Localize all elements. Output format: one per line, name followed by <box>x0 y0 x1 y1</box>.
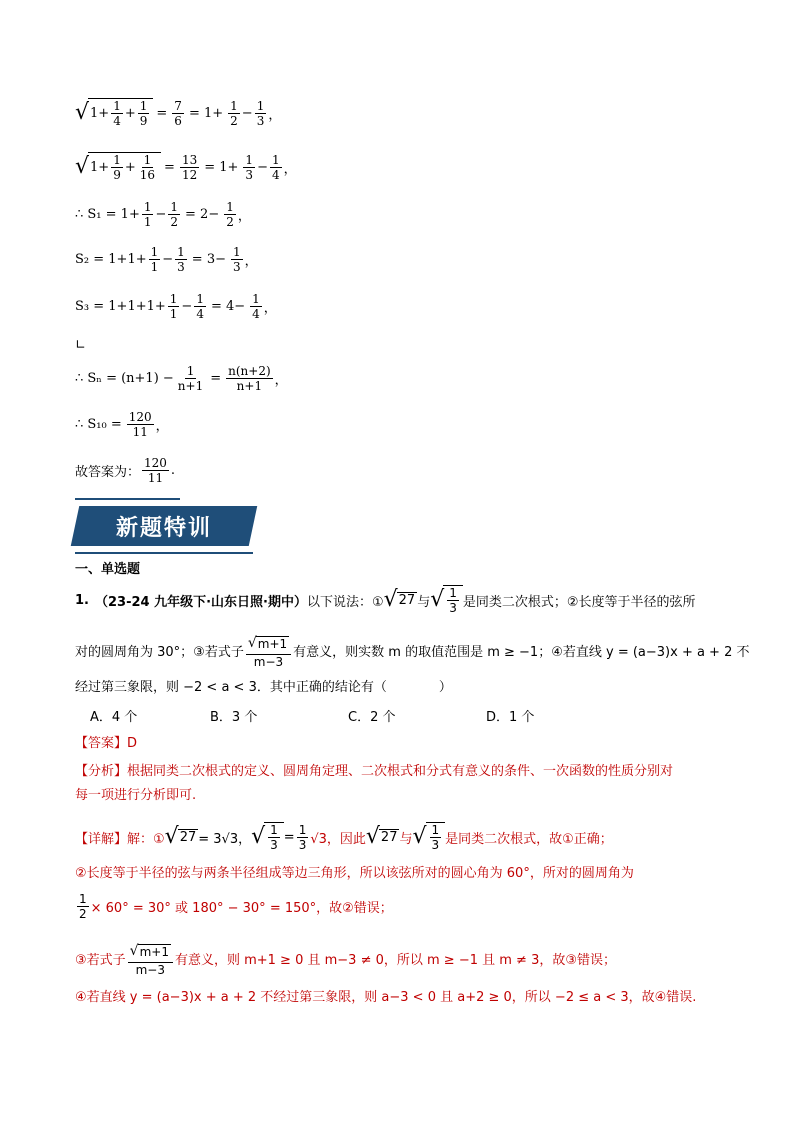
sqrt: √ 1+ $\frac{1}{4}$ + $\frac{1}{9}$ <box>75 98 153 128</box>
question-1-line-2 <box>75 632 750 669</box>
answer-value: D <box>127 736 138 751</box>
derivation-line-2 <box>75 152 297 182</box>
option-d[interactable]: D．1 个 <box>486 710 535 725</box>
text: ， <box>274 373 288 388</box>
fraction: $\frac{1}{16}$ <box>139 153 156 182</box>
text: 有意义，则 m+1 ≥ 0 且 m−3 ≠ 0，所以 m ≥ −1 且 m ≠ 3，故③错误； <box>174 953 617 968</box>
text: ， <box>283 161 297 177</box>
detail-line-4: ④若直线 y = (a−3)x + a + 2 不经过第三象限，则 a−3 < 0 且 a+2 ≥ 0，所以 −2 ≤ a < 3，故④错误. <box>75 990 697 1005</box>
fraction: $\frac{1}{4}$ <box>271 152 280 182</box>
text: 故答案为： <box>75 465 141 480</box>
fraction: $\frac{1}{9}$ <box>139 99 148 128</box>
option-c[interactable]: C．2 个 <box>348 710 396 725</box>
fraction: $\frac{1}{n+1}$ <box>177 364 204 393</box>
final-answer-line <box>75 456 175 485</box>
fraction: $\frac{1}{3}$ <box>256 98 265 128</box>
text: − <box>155 207 167 222</box>
fraction: $\frac{1}{4}$ <box>113 99 121 128</box>
answer-label: 【答案】 <box>75 736 128 751</box>
text: 经过第三象限，则 −2 < a < 3．其中正确的结论有（ ） <box>75 680 452 695</box>
text: = 2− <box>185 207 220 222</box>
detail-line-3: ③若式子 √ m+1 m−3 有意义，则 m+1 ≥ 0 且 m−3 ≠ 0，所以 m ≥ −1 且 m ≠ 3，故③错误； <box>75 940 616 977</box>
fraction: $\frac{1}{3}$ <box>233 245 241 274</box>
question-source: （23-24 九年级下·山东日照·期中） <box>94 594 307 610</box>
sqrt: √ $\frac{1}{3}$ <box>430 585 463 615</box>
text: = <box>283 829 295 845</box>
analysis-text: 每一项进行分析即可. <box>75 788 197 803</box>
text: = 4− <box>210 299 246 314</box>
text: ③若式子 <box>75 953 126 968</box>
sqrt: √ 27 <box>383 587 416 612</box>
text: × 60° = 30° 或 180° − 30° = 150°，故②错误； <box>90 901 393 916</box>
option-a[interactable]: A．4 个 <box>90 710 138 725</box>
text: ， <box>155 419 169 434</box>
detail-line-2b: $\frac{1}{2}$ × 60° = 30° 或 180° − 30° = 150°，故②错误； <box>79 892 393 921</box>
question-1-line-1 <box>75 585 696 615</box>
banner-top-line <box>75 498 180 500</box>
text: 1+ <box>90 160 110 175</box>
derivation-s3 <box>75 292 277 321</box>
section-heading: 一、单选题 <box>75 562 141 577</box>
text: − <box>181 299 193 314</box>
fraction: $\frac{13}{12}$ <box>181 152 198 182</box>
option-b[interactable]: B．3 个 <box>210 710 258 725</box>
text: . <box>170 463 176 478</box>
text: = 1+ <box>188 105 224 121</box>
analysis-text: 根据同类二次根式的定义、圆周角定理、二次根式和分式有意义的条件、一次函数的性质分别对 <box>127 764 674 779</box>
text: ， <box>244 254 258 269</box>
fraction: $\frac{1}{1}$ <box>169 292 178 321</box>
fraction: $\frac{1}{4}$ <box>196 292 204 321</box>
text: ， <box>237 209 251 224</box>
text: ∴ S₁ = 1+ <box>75 207 140 222</box>
text: 与 <box>417 594 431 610</box>
text: ， <box>263 301 277 316</box>
text: = <box>156 105 168 121</box>
text: − <box>241 105 253 121</box>
fraction: $\frac{1}{2}$ <box>170 200 179 229</box>
fraction: $\frac{7}{6}$ <box>174 98 182 128</box>
fraction: √ m+1 m−3 <box>246 632 291 669</box>
ellipsis-mark <box>75 338 86 353</box>
fraction: $\frac{1}{1}$ <box>143 200 152 229</box>
derivation-s1 <box>75 200 251 229</box>
fraction: $\frac{1}{3}$ <box>245 152 254 182</box>
text: √3，因此 <box>310 831 366 847</box>
derivation-line-1 <box>75 98 281 128</box>
text: 是同类二次根式，故①正确； <box>445 831 613 847</box>
analysis-block <box>75 760 725 808</box>
detail-label: 【详解】 <box>75 831 128 847</box>
fraction: $\frac{1}{2}$ <box>226 200 234 229</box>
answer-line <box>75 734 725 754</box>
fraction: $\frac{n(n+2)}{n+1}$ <box>228 364 271 393</box>
text: 1+ <box>90 106 110 121</box>
text: = <box>210 371 222 386</box>
text: 是同类二次根式；②长度等于半径的弦所 <box>462 594 696 610</box>
banner-title: 新题特训 <box>115 516 212 541</box>
fraction: $\frac{120}{11}$ <box>144 456 167 485</box>
text: − <box>257 159 268 175</box>
text: = <box>164 159 175 175</box>
fraction: $\frac{1}{2}$ <box>230 98 238 128</box>
fraction: $\frac{120}{11}$ <box>128 410 152 439</box>
text: S₂ = 1+1+ <box>75 252 147 267</box>
detail-line-2: ②长度等于半径的弦与两条半径组成等边三角形，所以该弦所对的圆心角为 60°，所对的圆周角为 <box>75 866 634 881</box>
text: 解：① <box>127 831 165 847</box>
text: ∴ S₁₀ = <box>75 417 122 432</box>
text: 以下说法：① <box>306 594 384 610</box>
detail-line-1: 【详解】 解：① √ 27 = 3√3， √ $\frac{1}{3}$ = $\frac{1}{3}$ √3，因此 √ 27 与 √ $\frac{1}{3}$ 是同类二次根式，故①正确； <box>75 822 613 852</box>
fraction: $\frac{1}{9}$ <box>113 153 121 182</box>
derivation-s10 <box>75 410 169 439</box>
sqrt: √ 1+ $\frac{1}{9}$ + $\frac{1}{16}$ <box>75 152 161 182</box>
question-number: 1. <box>75 592 89 608</box>
question-1-line-3 <box>75 676 452 695</box>
text: = 3− <box>191 252 226 267</box>
derivation-sn <box>75 364 288 393</box>
text: 对的圆周角为 30°；③若式子 <box>75 645 244 660</box>
text: S₃ = 1+1+1+ <box>75 299 166 314</box>
analysis-label: 【分析】 <box>75 764 128 779</box>
section-banner <box>75 501 253 550</box>
text: ∴ Sₙ = (n+1) − <box>75 371 174 386</box>
fraction: $\frac{1}{4}$ <box>252 292 260 321</box>
text: 有意义，则实数 m 的取值范围是 m ≥ −1；④若直线 y = (a−3)x + a + 2 不 <box>293 645 750 660</box>
text: ∟ <box>75 338 86 353</box>
fraction: $\frac{1}{1}$ <box>150 245 159 274</box>
derivation-s2 <box>75 245 258 274</box>
text: 与 <box>399 831 413 847</box>
banner-bottom-line <box>75 552 253 554</box>
text: = 3√3， <box>198 831 252 847</box>
text: = 1+ <box>204 159 239 175</box>
text: ， <box>268 107 282 123</box>
text: − <box>162 252 174 267</box>
fraction: $\frac{1}{3}$ <box>177 245 185 274</box>
